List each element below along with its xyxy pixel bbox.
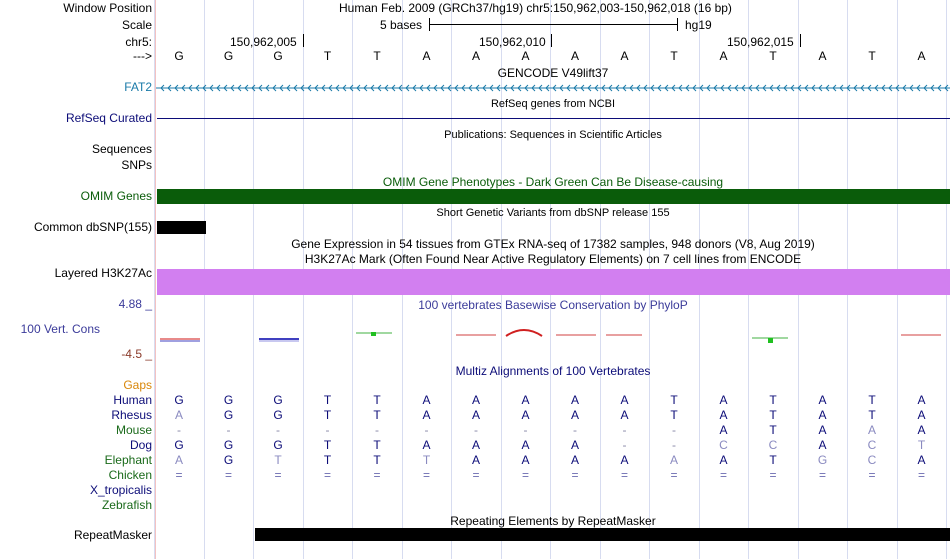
alignment-base: T: [323, 408, 332, 422]
track-label-column: [0, 0, 155, 559]
alignment-base: =: [719, 468, 727, 482]
alignment-base: T: [373, 438, 381, 452]
ruler-tick-mark: [551, 34, 552, 47]
phylop-peak: [768, 338, 773, 343]
alignment-base: -: [672, 423, 676, 437]
alignment-base: -: [375, 423, 379, 437]
alignment-base: T: [769, 408, 777, 422]
alignment-base: C: [719, 438, 728, 452]
alignment-base: -: [573, 423, 577, 437]
ruler-tick-label: 150,962,010: [479, 35, 546, 49]
species-label: Chicken: [108, 468, 152, 482]
alignment-base: A: [620, 408, 629, 422]
alignment-base: A: [818, 423, 827, 437]
reference-base: T: [670, 49, 678, 63]
alignment-base: T: [769, 393, 777, 407]
alignment-base: A: [174, 408, 183, 422]
reference-base: G: [174, 49, 184, 63]
alignment-base: A: [422, 438, 431, 452]
scale-text: 5 bases: [380, 18, 423, 32]
alignment-base: T: [917, 438, 926, 452]
omim-track-title: OMIM Gene Phenotypes - Dark Green Can Be Disease-causing: [382, 175, 724, 189]
gencode-track-title: GENCODE V49lift37: [497, 66, 609, 80]
multiz-track-title: Multiz Alignments of 100 Vertebrates: [455, 364, 651, 378]
reference-base: T: [769, 49, 777, 63]
ruler-tick-mark: [800, 34, 801, 47]
alignment-base: =: [670, 468, 678, 482]
ruler-tick-label: 150,962,005: [230, 35, 297, 49]
alignment-base: T: [373, 393, 381, 407]
ruler-tick-mark: [303, 34, 304, 47]
alignment-base: -: [622, 438, 627, 452]
phylop-signal[interactable]: [156, 322, 950, 350]
species-label: Human: [113, 393, 152, 407]
h3k27ac-track-title: H3K27Ac Mark (Often Found Near Active Regulatory Elements) on 7 cell lines from ENCODE: [304, 252, 802, 266]
alignment-base: =: [571, 468, 579, 482]
alignment-base: A: [917, 453, 926, 467]
alignment-base: -: [672, 438, 676, 452]
alignment-base: C: [867, 453, 877, 467]
gencode-track-label[interactable]: FAT2: [124, 80, 152, 94]
alignment-base: T: [868, 393, 876, 407]
reference-base: A: [818, 49, 827, 63]
position-text: Human Feb. 2009 (GRCh37/hg19) chr5:150,962,003-150,962,018 (16 bp): [339, 1, 732, 15]
alignment-base: =: [323, 468, 331, 482]
alignment-base: A: [818, 393, 827, 407]
reference-base: G: [223, 49, 234, 63]
alignment-base: G: [174, 438, 184, 452]
alignment-base: -: [424, 423, 429, 437]
alignment-base: A: [471, 393, 480, 407]
omim-track-label[interactable]: OMIM Genes: [80, 189, 152, 203]
alignment-base: =: [224, 468, 232, 482]
alignment-base: A: [570, 408, 579, 422]
reference-base: A: [422, 49, 431, 63]
alignment-base: =: [769, 468, 777, 482]
phylop-peak: [371, 332, 376, 336]
snps-track-label[interactable]: SNPs: [121, 158, 152, 172]
alignment-base: A: [620, 453, 629, 467]
refseq-gene-line[interactable]: [157, 118, 950, 119]
species-label: Elephant: [104, 453, 152, 467]
species-label: Mouse: [115, 423, 152, 437]
alignment-base: T: [670, 393, 678, 407]
alignment-base: T: [323, 453, 332, 467]
alignment-base: T: [769, 453, 777, 467]
alignment-base: -: [177, 423, 181, 437]
h3k27ac-signal[interactable]: [157, 269, 950, 295]
alignment-base: -: [325, 423, 330, 437]
alignment-base: A: [719, 408, 728, 422]
alignment-base: A: [570, 453, 579, 467]
chrom-label: chr5:: [125, 35, 152, 49]
phylop-track-title: 100 vertebrates Basewise Conservation by PhyloP: [418, 298, 688, 312]
alignment-base: T: [868, 408, 876, 422]
alignment-base: A: [818, 408, 827, 422]
alignment-base: =: [274, 468, 282, 482]
window-position-label: Window Position: [63, 1, 152, 15]
alignment-base: G: [817, 453, 828, 467]
scale-bar-right-tick: [677, 18, 678, 31]
reference-base: G: [273, 49, 283, 63]
alignment-base: =: [175, 468, 183, 482]
dbsnp-track-title: Short Genetic Variants from dbSNP release 155: [436, 207, 670, 219]
alignment-base: A: [917, 393, 926, 407]
alignment-base: G: [273, 393, 283, 407]
alignment-base: T: [373, 408, 381, 422]
reference-base: T: [373, 49, 381, 63]
alignment-base: A: [471, 408, 480, 422]
alignment-base: =: [917, 468, 925, 482]
alignment-base: G: [273, 438, 283, 452]
alignment-base: A: [719, 393, 728, 407]
scale-bar-left-tick: [429, 18, 430, 31]
species-label: Zebrafish: [101, 498, 152, 512]
repeatmasker-element[interactable]: [255, 528, 950, 541]
alignment-base: A: [620, 393, 629, 407]
alignment-base: A: [174, 453, 183, 467]
reference-base: A: [521, 49, 530, 63]
alignment-base: G: [273, 408, 283, 422]
alignment-base: A: [570, 393, 579, 407]
reference-base: A: [917, 49, 926, 63]
refseq-track-title: RefSeq genes from NCBI: [490, 98, 616, 110]
reference-base: A: [471, 49, 480, 63]
alignment-base: A: [521, 408, 530, 422]
alignment-base: G: [174, 393, 184, 407]
sequences-track-label[interactable]: Sequences: [91, 142, 152, 156]
alignment-base: A: [471, 453, 480, 467]
alignment-base: A: [669, 453, 678, 467]
alignment-base: G: [223, 438, 234, 452]
dbsnp-track-label[interactable]: Common dbSNP(155): [33, 220, 152, 234]
alignment-base: A: [917, 423, 926, 437]
alignment-base: A: [422, 408, 431, 422]
alignment-base: G: [223, 408, 234, 422]
phylop-track-label[interactable]: 100 Vert. Cons: [20, 322, 100, 336]
publications-track-title: Publications: Sequences in Scientific Articles: [444, 129, 662, 141]
scale-bar: [429, 24, 677, 25]
alignment-base: =: [868, 468, 876, 482]
alignment-base: T: [769, 423, 777, 437]
alignment-base: A: [917, 408, 926, 422]
scale-label: Scale: [121, 18, 152, 32]
alignment-base: -: [523, 423, 528, 437]
refseq-track-label[interactable]: RefSeq Curated: [65, 111, 152, 125]
alignment-base: -: [276, 423, 280, 437]
species-label: Rhesus: [111, 408, 152, 422]
strand-label: --->: [133, 49, 152, 63]
alignment-base: C: [768, 438, 778, 452]
alignment-base: A: [521, 393, 530, 407]
alignment-base: G: [223, 393, 234, 407]
alignment-base: =: [620, 468, 628, 482]
reference-base: T: [323, 49, 332, 63]
gaps-label: Gaps: [123, 378, 152, 392]
species-label: Dog: [129, 438, 152, 452]
reference-base: A: [620, 49, 629, 63]
alignment-base: A: [521, 438, 530, 452]
alignment-base: T: [373, 453, 381, 467]
omim-gene-bar[interactable]: [157, 189, 950, 204]
scale-db: hg19: [685, 18, 712, 32]
alignment-base: T: [422, 453, 431, 467]
repeatmasker-track-label[interactable]: RepeatMasker: [73, 528, 152, 542]
alignment-base: G: [223, 453, 234, 467]
phylop-peak: [506, 330, 542, 336]
alignment-base: A: [570, 438, 579, 452]
reference-base: T: [868, 49, 876, 63]
alignment-base: A: [719, 453, 728, 467]
alignment-base: =: [422, 468, 430, 482]
dbsnp-variant[interactable]: [157, 221, 206, 234]
alignment-base: C: [867, 438, 877, 452]
phylop-max-label: 4.88 _: [118, 297, 152, 311]
repeatmasker-track-title: Repeating Elements by RepeatMasker: [450, 514, 656, 528]
species-label: X_tropicalis: [89, 483, 152, 497]
alignment-base: T: [323, 438, 332, 452]
alignment-base: =: [472, 468, 480, 482]
alignment-base: T: [323, 393, 332, 407]
h3k27ac-track-label[interactable]: Layered H3K27Ac: [54, 266, 152, 280]
alignment-base: A: [719, 423, 728, 437]
alignment-base: =: [521, 468, 529, 482]
ruler-tick-label: 150,962,015: [727, 35, 794, 49]
alignment-base: A: [422, 393, 431, 407]
reference-base: A: [570, 49, 579, 63]
alignment-base: A: [818, 438, 827, 452]
alignment-base: A: [867, 423, 876, 437]
alignment-base: A: [471, 438, 480, 452]
alignment-base: A: [521, 453, 530, 467]
gtex-track-title: Gene Expression in 54 tissues from GTEx RNA-seq of 17382 samples, 948 donors (V8, Aug 2019): [291, 237, 815, 251]
reference-base: A: [719, 49, 728, 63]
alignment-base: T: [274, 453, 282, 467]
alignment-base: =: [373, 468, 381, 482]
alignment-base: T: [670, 408, 678, 422]
alignment-base: -: [226, 423, 231, 437]
alignment-base: -: [474, 423, 478, 437]
gencode-gene-fat2[interactable]: [156, 81, 950, 95]
phylop-min-label: -4.5 _: [121, 347, 152, 361]
alignment-base: =: [818, 468, 826, 482]
alignment-base: -: [622, 423, 627, 437]
